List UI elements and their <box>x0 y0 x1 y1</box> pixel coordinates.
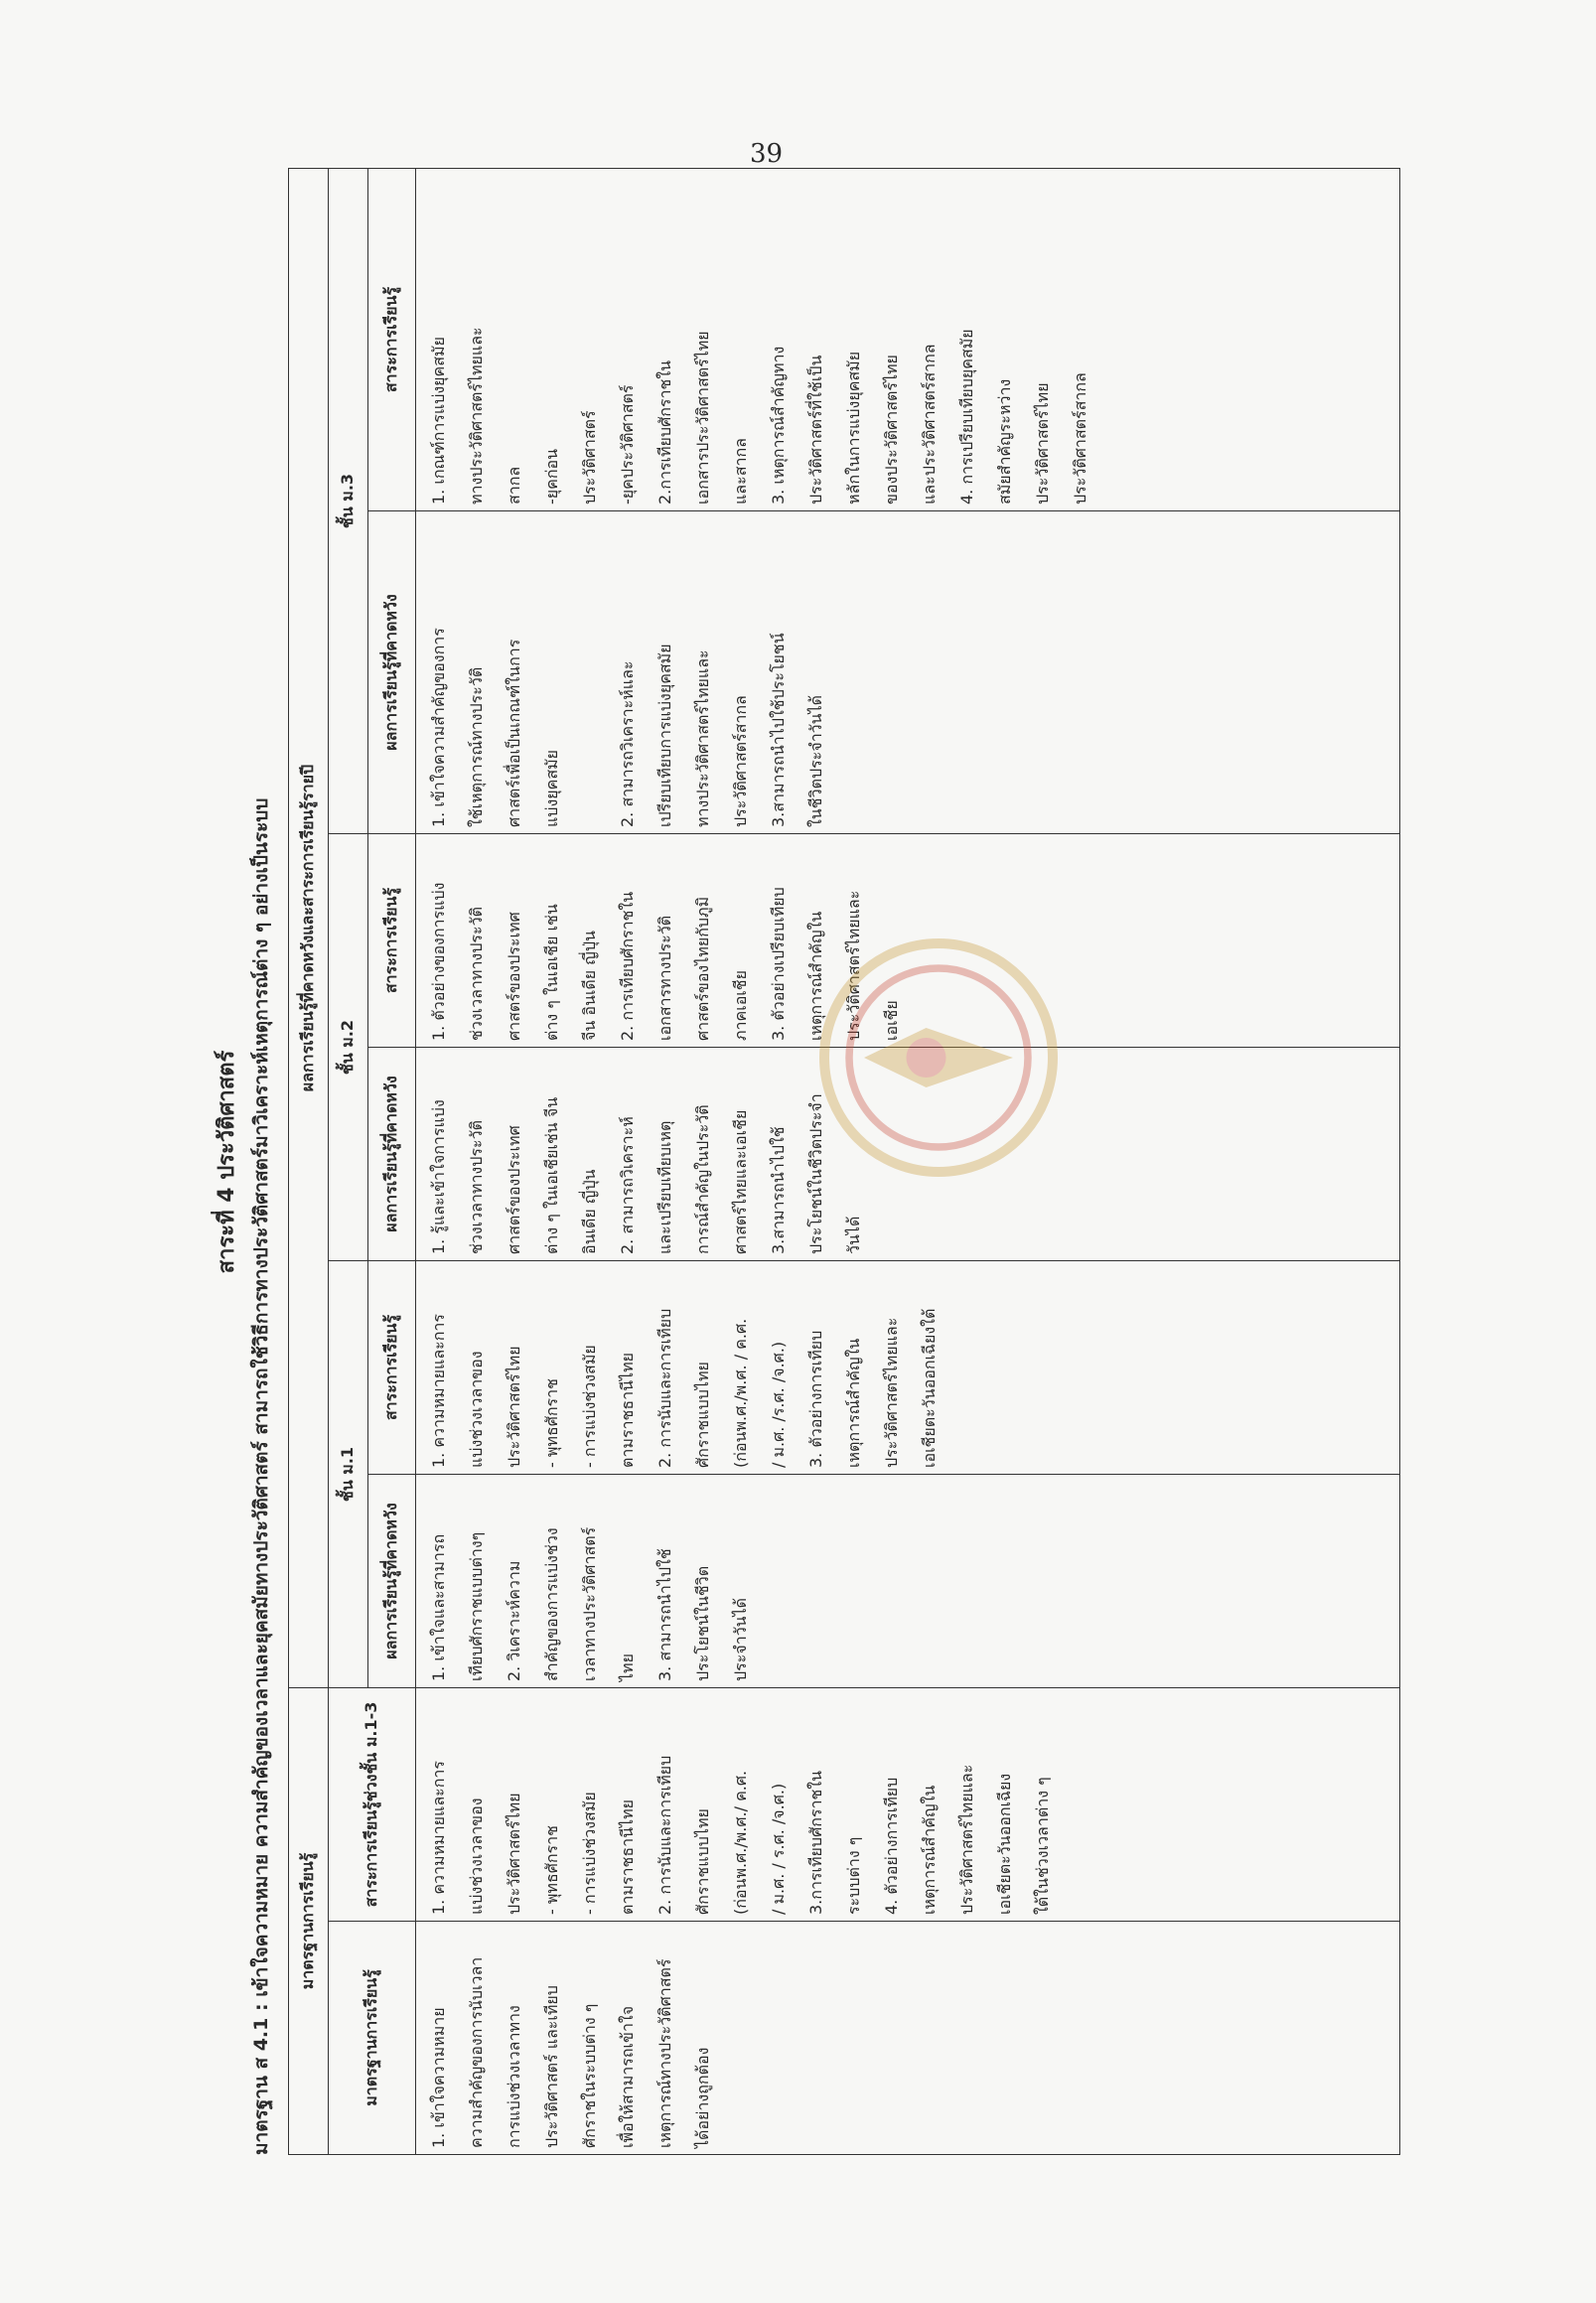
header-m2: ชั้น ม.2 <box>329 834 368 1261</box>
cell-m1-content <box>416 1261 1400 1475</box>
m1-outcome-text: 1. เข้าใจและสามารถ เทียบศักราชแบบต่างๆ 2. วิเคราะห์ความ สำคัญของการแบ่งช่วง เวลาทางประวัติศาสตร์ ไทย 3. สามารถนำไปใช้ ประโยชน์ในชีวิต ประจำวันได้ <box>429 1526 750 1681</box>
header-expected-outcomes-group: ผลการเรียนรู้ที่คาดหวังและสาระการเรียนรู้รายปี <box>289 169 329 1688</box>
cell-m3-outcome <box>416 511 1400 834</box>
header-m3-outcome: ผลการเรียนรู้ที่คาดหวัง <box>368 511 416 834</box>
m1-content-text: 1. ความหมายและการ แบ่งช่วงเวลาของ ประวัติศาสตร์ไทย - พุทธศักราช - การแบ่งช่วงสมัย ตามราชธานีไทย 2. การนับและการเทียบ ศักราชแบบไทย (ก่อนพ.ศ./พ.ศ. / ค.ศ. / ม.ศ. /ร.ศ. /จ.ศ.) 3. ตัวอย่างการเทียบ เหตุการณ์สำคัญใน ประวัติศาสตร์ไทยและ เอเชียตะวันออกเฉียงใต้ <box>429 1308 939 1468</box>
header-core-content-column: สาระการเรียนรู้ช่วงชั้น ม.1-3 <box>329 1688 416 1922</box>
standard-text: 1. เข้าใจความหมาย ความสำคัญของการนับเวลา การแบ่งช่วงเวลาทาง ประวัติศาสตร์ และเทียบ ศักราชในระบบต่าง ๆ เพื่อให้สามารถเข้าใจ เหตุการณ์ทางประวัติศาสตร์ ได้อย่างถูกต้อง <box>429 1956 712 2148</box>
m3-content-text: 1. เกณฑ์การแบ่งยุคสมัย ทางประวัติศาสตร์ไทยและ สากล -ยุคก่อน ประวัติศาสตร์ -ยุคประวัติศาสตร์ 2.การเทียบศักราชใน เอกสารประวัติศาสตร์ไทย และสากล 3. เหตุการณ์สำคัญทาง ประวัติศาสตร์ที่ใช้เป็น หลักในการแบ่งยุคสมัย ของประวัติศาสตร์ไทย และประวัติศาสตร์สากล 4. การเปรียบเทียบยุคสมัย สมัยสำคัญระหว่าง ประวัติศาสตร์ไทย ประวัติศาสตร์สากล <box>429 327 1089 504</box>
cell-core-content <box>416 1688 1400 1922</box>
document-title: สาระที่ 4 ประวัติศาสตร์ <box>215 1050 239 1274</box>
header-m2-content: สาระการเรียนรู้ <box>368 834 416 1048</box>
page-number: 39 <box>750 139 784 169</box>
header-m2-outcome: ผลการเรียนรู้ที่คาดหวัง <box>368 1048 416 1261</box>
header-m1-outcome: ผลการเรียนรู้ที่คาดหวัง <box>368 1475 416 1688</box>
school-seal-watermark <box>814 934 1063 1182</box>
cell-standard <box>416 1922 1400 2155</box>
header-m1: ชั้น ม.1 <box>329 1261 368 1688</box>
m2-content-text: 1. ตัวอย่างของการแบ่ง ช่วงเวลาทางประวัติ ศาสตร์ของประเทศ ต่าง ๆ ในเอเชีย เช่น จีน อินเดีย ญี่ปุ่น 2. การเทียบศักราชใน เอกสารทางประวัติ ศาสตร์ของไทยกับภูมิ ภาคเอเชีย 3. ตัวอย่างเปรียบเทียบ เหตุการณ์สำคัญใน ประวัติศาสตร์ไทยและ เอเชีย <box>429 882 901 1041</box>
cell-m3-content <box>416 169 1400 511</box>
rotated-document <box>209 169 1400 2155</box>
header-m1-content: สาระการเรียนรู้ <box>368 1261 416 1475</box>
m3-outcome-text: 1. เข้าใจความสำคัญของการ ใช้เหตุการณ์ทางประวัติ ศาสตร์เพื่อเป็นเกณฑ์ในการ แบ่งยุคสมัย 2. สามารถวิเคราะห์และ เปรียบเทียบการแบ่งยุคสมัย ทางประวัติศาสตร์ไทยและ ประวัติศาสตร์สากล 3.สามารถนำไปใช้ประโยชน์ ในชีวิตประจำวันได้ <box>429 628 825 827</box>
m2-outcome-text: 1. รู้และเข้าใจการแบ่ง ช่วงเวลาทางประวัติ ศาสตร์ของประเทศ ต่าง ๆ ในเอเชียเช่น จีน อินเดีย ญี่ปุ่น 2. สามารถวิเคราะห์ และเปรียบเทียบเหตุ การณ์สำคัญในประวัติ ศาสตร์ไทยและเอเชีย 3.สามารถนำไปใช้ ประโยชน์ในชีวิตประจำ วันได้ <box>429 1093 863 1254</box>
header-m3-content: สาระการเรียนรู้ <box>368 169 416 511</box>
standard-statement: มาตรฐาน ส 4.1 : เข้าใจความหมาย ความสำคัญของเวลาและยุคสมัยทางประวัติศาสตร์ สามารถใช้วิธีการทางประวัติศาสตร์มาวิเคราะห์เหตุการณ์ต่าง ๆ อย่างเป็นระบบ <box>250 797 272 2155</box>
cell-m1-outcome <box>416 1475 1400 1688</box>
header-m3: ชั้น ม.3 <box>329 169 368 834</box>
header-standard-column: มาตรฐานการเรียนรู้ <box>329 1922 416 2155</box>
header-learning-standard-group: มาตรฐานการเรียนรู้ <box>289 1688 329 2155</box>
core-content-text: 1. ความหมายและการ แบ่งช่วงเวลาของ ประวัติศาสตร์ไทย - พุทธศักราช - การแบ่งช่วงสมัย ตามราชธานีไทย 2. การนับและการเทียบ ศักราชแบบไทย (ก่อนพ.ศ./พ.ศ./ ค.ศ. / ม.ศ. / ร.ศ. /จ.ศ.) 3.การเทียบศักราชใน ระบบต่าง ๆ 4. ตัวอย่างการเทียบ เหตุการณ์สำคัญใน ประวัติศาสตร์ไทยและ เอเชียตะวันออกเฉียง ใต้ในช่วงเวลาต่าง ๆ <box>429 1755 1052 1915</box>
